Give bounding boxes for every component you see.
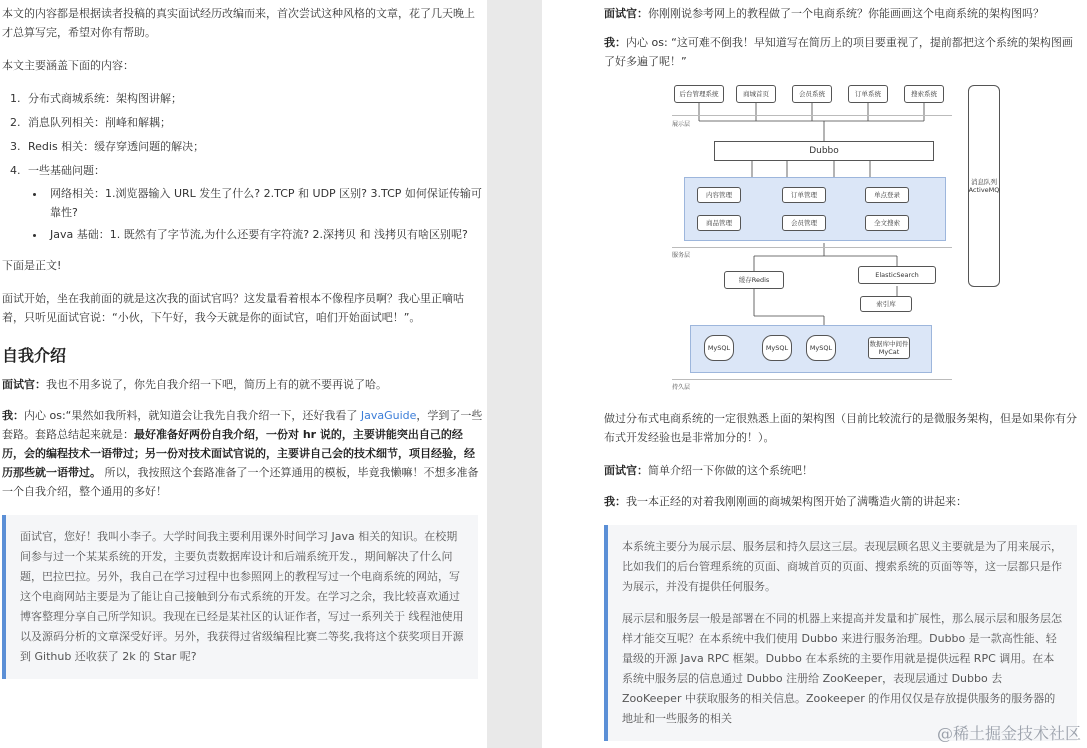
box-mysql: MySQL xyxy=(806,335,836,361)
box-mysql: MySQL xyxy=(762,335,792,361)
speaker-label: 面试官： xyxy=(2,378,46,391)
layer-label-show: 展示层 xyxy=(672,121,691,128)
speaker-label: 我： xyxy=(2,409,24,422)
box-order-system: 订单系统 xyxy=(848,85,888,103)
list-item: 2. 消息队列相关：削峰和解耦； xyxy=(24,113,483,132)
opening-paragraph: 面试开始，坐在我前面的就是这次我的面试官吗？这发量看着根本不像程序员啊？我心里正嘀咕着，只听见面试官说：“小伙，下午好，我今天就是你的面试官，咱们开始面试吧！”。 xyxy=(2,292,464,324)
box-mycat: 数据库中间件 MyCat xyxy=(868,337,910,359)
interviewer-question xyxy=(604,4,1077,23)
quote-text: 本系统主要分为展示层、服务层和持久层这三层。表现层顾名思义主要就是为了用来展示，比如我们的后台管理系统的页面、商城首页的页面、搜索系统的页面等等，这一层都只是作为展示，并没有提供任何服务。 xyxy=(622,540,1062,593)
self-answer xyxy=(604,492,1077,511)
left-page xyxy=(0,0,487,748)
answer-text: 我一本正经的对着我刚刚画的商城架构图开始了满嘴造火箭的讲起来： xyxy=(626,495,967,508)
question-text: 我也不用多说了，你先自我介绍一下吧，简历上有的就不要再说了哈。 xyxy=(46,378,387,391)
question-text: 你刚刚说参考网上的教程做了一个电商系统？你能画画这个电商系统的架构图吗？ xyxy=(648,7,1044,20)
main-start-paragraph: 下面是正文! xyxy=(2,259,62,272)
list-item: 3. Redis 相关：缓存穿透问题的解决； xyxy=(24,137,483,156)
box-sso: 单点登录 xyxy=(865,187,909,203)
diagram-caption-paragraph: 做过分布式电商系统的一定很熟悉上面的架构图（目前比较流行的是微服务架构，但是如果你有分布式开发经验也是非常加分的！）。 xyxy=(604,412,1077,444)
answer-text: 内心 os:“果然如我所料，就知道会让我先自我介绍一下，还好我看了 xyxy=(24,409,358,422)
speaker-label: 面试官： xyxy=(604,7,648,20)
speaker-label: 面试官： xyxy=(604,464,648,477)
interviewer-question xyxy=(604,461,1077,480)
box-mysql: MySQL xyxy=(704,335,734,361)
right-page xyxy=(542,0,1087,748)
answer-text: 内心 os: “这可难不倒我！早知道写在简历上的项目要重视了，提前都把这个系统的架构图画了好多遍了呢！” xyxy=(604,36,1073,68)
topic-list xyxy=(24,89,483,244)
self-intro-quote xyxy=(2,515,478,679)
layer-divider xyxy=(672,379,952,380)
box-product-mgmt: 商品管理 xyxy=(697,215,741,231)
sub-list-item: • Java 基础：1. 既然有了字节流,为什么还要有字符流? 2.深拷贝 和 浅拷贝有啥区别呢? xyxy=(46,225,483,244)
speaker-label: 我： xyxy=(604,495,626,508)
architecture-diagram xyxy=(672,81,1032,401)
layer-divider xyxy=(672,247,952,248)
list-item xyxy=(24,161,483,244)
system-intro-quote xyxy=(604,525,1077,741)
covers-paragraph: 本文主要涵盖下面的内容： xyxy=(2,59,134,72)
layer-divider xyxy=(672,115,952,116)
box-redis: 缓存Redis xyxy=(724,271,784,289)
javaguide-link[interactable]: JavaGuide xyxy=(360,409,417,422)
speaker-label: 我： xyxy=(604,36,626,49)
site-watermark: @稀土掘金技术社区 xyxy=(936,724,1081,743)
list-item: 1. 分布式商城系统：架构图讲解； xyxy=(24,89,483,108)
quote-text: 展示层和服务层一般是部署在不同的机器上来提高并发量和扩展性，那么展示层和服务层怎样才能交互呢？在本系统中我们使用 Dubbo 来进行服务治理。Dubbo 是一款高性能、轻量级的开源 Java RPC 框架。Dubbo 在本系统的主要作用就是提供远程 RPC 调用。在本系统中服务层的信息通过 Dubbo 注册给 ZooKeeper，表现层通过 Dubbo 去 ZooKeeper 中获取服务的相关信息。Zookeeper 的作用仅仅是存放提供服务的服务器的地址和一些服务的相关 xyxy=(622,612,1062,725)
layer-label-persist: 持久层 xyxy=(672,384,691,391)
self-answer xyxy=(604,33,1077,71)
box-elasticsearch: ElasticSearch xyxy=(858,266,936,284)
answer-text: ，学到了一些套路。套路总结起来就是： xyxy=(2,409,483,441)
box-content-mgmt: 内容管理 xyxy=(697,187,741,203)
box-index-store: 索引库 xyxy=(860,296,912,312)
box-order-mgmt: 订单管理 xyxy=(782,187,826,203)
sub-list-item: • 网络相关：1.浏览器输入 URL 发生了什么? 2.TCP 和 UDP 区别? 3.TCP 如何保证传输可靠性? xyxy=(46,184,483,222)
question-text: 简单介绍一下你做的这个系统吧！ xyxy=(648,464,813,477)
self-answer xyxy=(2,406,483,501)
answer-bold-text: 最好准备好两份自我介绍，一份对 hr 说的，主要讲能突出自己的经历，会的编程技术一语带过；另一份对技术面试官说的，主要讲自己会的技术细节，项目经验，经历那些就一语带过。 xyxy=(2,428,475,479)
layer-label-service: 服务层 xyxy=(672,252,691,259)
quote-text: 面试官，您好！我叫小李子。大学时间我主要利用课外时间学习 Java 相关的知识。在校期间参与过一个某某系统的开发，主要负责数据库设计和后端系统开发.，期间解决了什么问题，巴拉巴拉。另外，我自己在学习过程中也参照网上的教程写过一个电商系统的网站，写这个电商网站主要是为了能让自己接触到分布式系统的开发。在学习之余，我比较喜欢通过博客整理分享自己所学知识。我现在已经是某社区的认证作者，写过一系列关于 线程池使用以及源码分析的文章深受好评。另外，我获得过省级编程比赛二等奖,我将这个获奖项目开源到 Github 还收获了 2k 的 Star 呢? xyxy=(20,530,464,663)
box-member-system: 会员系统 xyxy=(792,85,832,103)
box-dubbo: Dubbo xyxy=(714,141,934,161)
box-message-queue: 消息队列 ActiveMQ xyxy=(968,85,1000,287)
box-admin-system: 后台管理系统 xyxy=(674,85,724,103)
intro-paragraph: 本文的内容都是根据读者投稿的真实面试经历改编而来，首次尝试这种风格的文章，花了几天晚上才总算写完，希望对你有帮助。 xyxy=(2,7,475,39)
answer-text: 所以，我按照这个套路准备了一个还算通用的模板，毕竟我懒嘛！不想多准备一个自我介绍，整个通用的多好！ xyxy=(2,466,479,498)
box-fulltext-search: 全文搜索 xyxy=(865,215,909,231)
interviewer-question xyxy=(2,375,483,394)
box-search-system: 搜索系统 xyxy=(904,85,944,103)
sub-list xyxy=(46,184,483,244)
section-heading: 自我介绍 xyxy=(2,346,67,365)
list-item-label: 一些基础问题： xyxy=(28,164,105,177)
box-mall-home: 商城首页 xyxy=(736,85,776,103)
box-member-mgmt: 会员管理 xyxy=(782,215,826,231)
